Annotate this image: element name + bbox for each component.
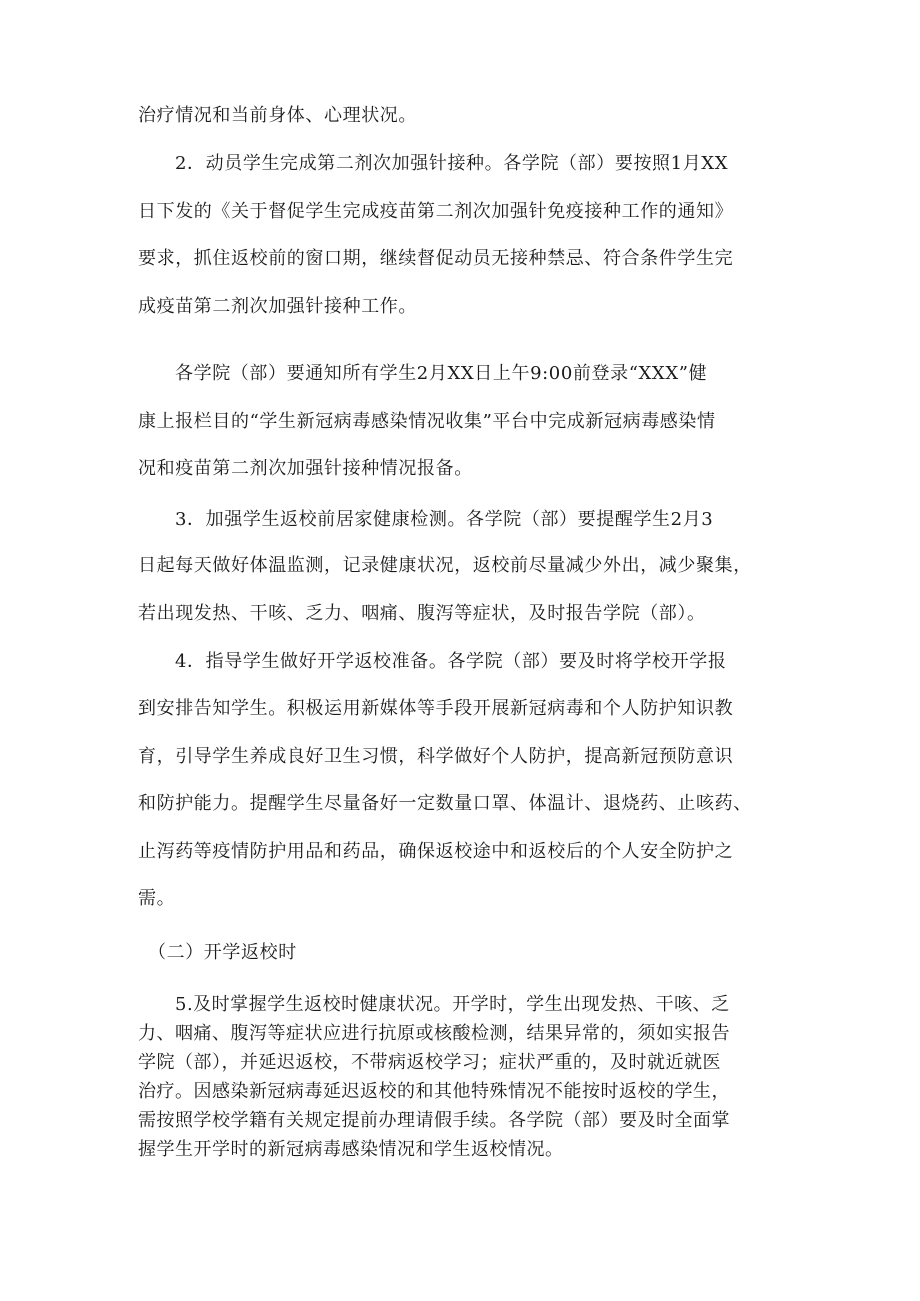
text-line: 力、咽痛、腹泻等症状应进行抗原或核酸检测，结果异常的，须如实报告	[138, 1023, 730, 1044]
text-line: 若出现发热、干咳、乏力、咽痛、腹泻等症状，及时报告学院（部）。	[138, 603, 706, 624]
text-line: 育，引导学生养成良好卫生习惯，科学做好个人防护，提高新冠预防意识	[138, 746, 734, 767]
text-line: 2．动员学生完成第二剂次加强针接种。各学院（部）要按照1月XX	[175, 153, 729, 174]
text-line: 治疗情况和当前身体、心理状况。	[138, 105, 417, 126]
text-line: 学院（部），并延迟返校，不带病返校学习；症状严重的，及时就近就医	[138, 1052, 721, 1073]
text-line: 治疗。因感染新冠病毒延迟返校的和其他特殊情况不能按时返校的学生，	[138, 1081, 730, 1102]
text-line: 各学院（部）要通知所有学生2月XX日上午9:00前登录“XXX”健	[175, 363, 708, 384]
text-line: 日起每天做好体温监测，记录健康状况，返校前尽量减少外出，减少聚集，	[138, 555, 752, 576]
text-line: 日下发的《关于督促学生完成疫苗第二剂次加强针免疫接种工作的通知》	[138, 201, 734, 222]
text-line: 成疫苗第二剂次加强针接种工作。	[138, 296, 417, 317]
text-line: 需按照学校学籍有关规定提前办理请假手续。各学院（部）要及时全面掌	[138, 1110, 730, 1131]
text-line: 需。	[138, 888, 176, 909]
text-line: 况和疫苗第二剂次加强针接种情况报备。	[138, 458, 473, 479]
text-line: 4．指导学生做好开学返校准备。各学院（部）要及时将学校开学报	[175, 651, 727, 672]
text-line: 5.及时掌握学生返校时健康状况。开学时，学生出现发热、干咳、乏	[175, 994, 730, 1015]
text-line: 握学生开学时的新冠病毒感染情况和学生返校情况。	[138, 1139, 564, 1160]
text-line: 止泻药等疫情防护用品和药品，确保返校途中和返校后的个人安全防护之	[138, 841, 734, 862]
text-line: 和防护能力。提醒学生尽量备好一定数量口罩、体温计、退烧药、止咳药、	[138, 793, 752, 814]
text-line: 要求，抓住返校前的窗口期，继续督促动员无接种禁忌、符合条件学生完	[138, 248, 734, 269]
section-heading: （二）开学返校时	[148, 942, 297, 963]
text-line: 3．加强学生返校前居家健康检测。各学院（部）要提醒学生2月3	[175, 509, 714, 530]
text-line: 到安排告知学生。积极运用新媒体等手段开展新冠病毒和个人防护知识教	[138, 698, 734, 719]
text-line: 康上报栏目的“学生新冠病毒感染情况收集”平台中完成新冠病毒感染情	[138, 411, 716, 432]
